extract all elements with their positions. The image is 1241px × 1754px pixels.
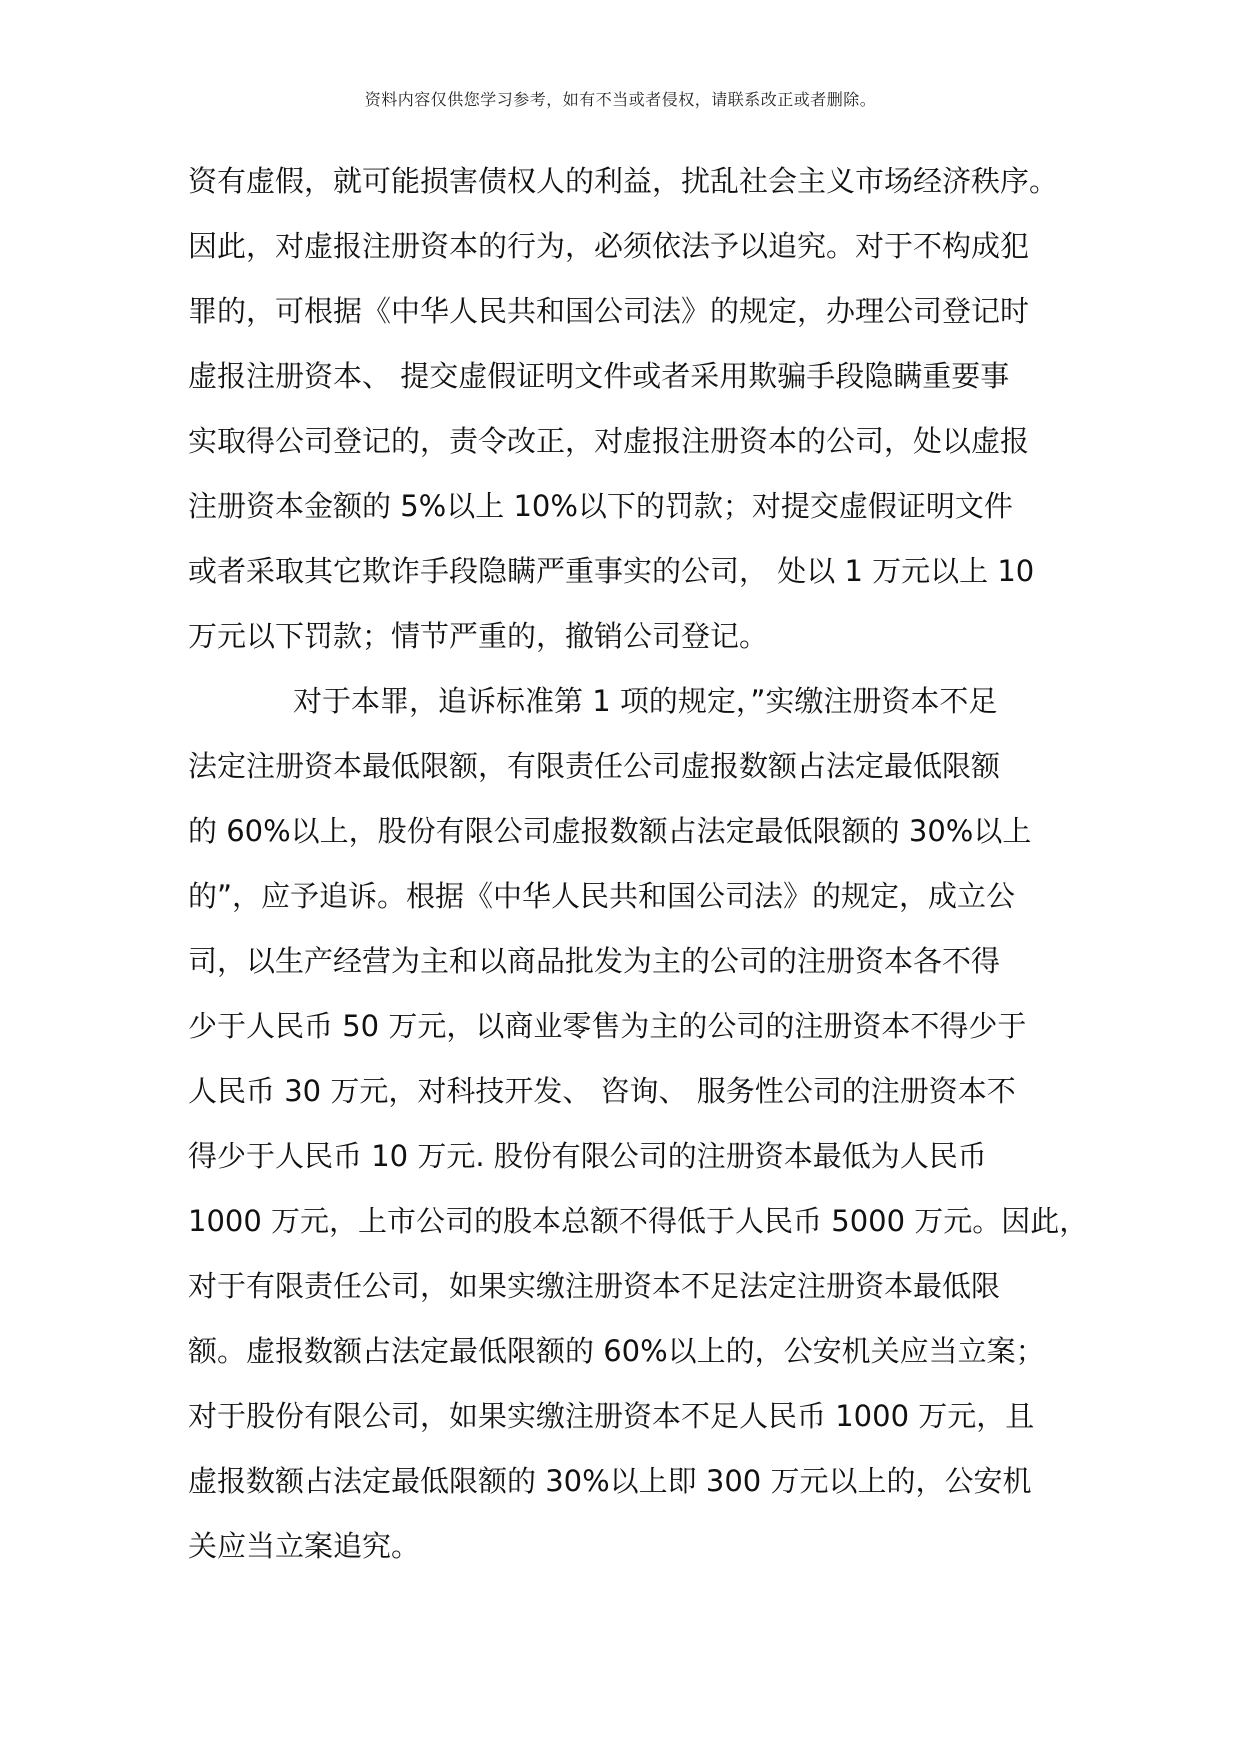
text-line: 或者采取其它欺诈手段隐瞒严重事实的公司， 处以 1 万元以上 10: [188, 554, 1035, 588]
text-line: 的 60%以上，股份有限公司虚报数额占法定最低限额的 30%以上: [188, 814, 1032, 848]
text-line: 司，以生产经营为主和以商品批发为主的公司的注册资本各不得: [188, 944, 1001, 978]
text-line: 虚报数额占法定最低限额的 30%以上即 300 万元以上的，公安机: [188, 1464, 1032, 1498]
text-line: 法定注册资本最低限额，有限责任公司虚报数额占法定最低限额: [188, 749, 1001, 783]
page-header-disclaimer: 资料内容仅供您学习参考，如有不当或者侵权，请联系改正或者删除。: [364, 90, 877, 109]
text-line: 对于有限责任公司，如果实缴注册资本不足法定注册资本最低限: [188, 1269, 1001, 1303]
text-line: 对于股份有限公司，如果实缴注册资本不足人民币 1000 万元，且: [188, 1399, 1035, 1433]
text-line: 少于人民币 50 万元，以商业零售为主的公司的注册资本不得少于: [188, 1009, 1027, 1043]
text-line: 虚报注册资本、 提交虚假证明文件或者采用欺骗手段隐瞒重要事: [188, 359, 1010, 393]
text-line: 注册资本金额的 5%以上 10%以下的罚款；对提交虚假证明文件: [188, 489, 1013, 523]
text-line: 额。虚报数额占法定最低限额的 60%以上的，公安机关应当立案；: [188, 1334, 1045, 1368]
text-line: 得少于人民币 10 万元. 股份有限公司的注册资本最低为人民币: [188, 1139, 987, 1173]
text-line: 因此，对虚报注册资本的行为，必须依法予以追究。对于不构成犯: [188, 229, 1030, 263]
text-line: 资有虚假，就可能损害债权人的利益，扰乱社会主义市场经济秩序。: [188, 164, 1059, 198]
document-body: [188, 160, 1088, 1590]
text-line: 的”，应予追诉。根据《中华人民共和国公司法》的规定，成立公: [188, 879, 1016, 913]
text-line: 关应当立案追究。: [188, 1529, 421, 1563]
text-line: 实取得公司登记的，责令改正，对虚报注册资本的公司，处以虚报: [188, 424, 1030, 458]
paragraph-start-line: 对于本罪，追诉标准第 1 项的规定，”实缴注册资本不足: [293, 684, 998, 718]
text-line: 罪的，可根据《中华人民共和国公司法》的规定，办理公司登记时: [188, 294, 1030, 328]
text-line: 1000 万元，上市公司的股本总额不得低于人民币 5000 万元。因此，: [188, 1204, 1089, 1238]
text-line: 万元以下罚款；情节严重的，撤销公司登记。: [188, 619, 769, 653]
text-line: 人民币 30 万元，对科技开发、 咨询、 服务性公司的注册资本不: [188, 1074, 1016, 1108]
